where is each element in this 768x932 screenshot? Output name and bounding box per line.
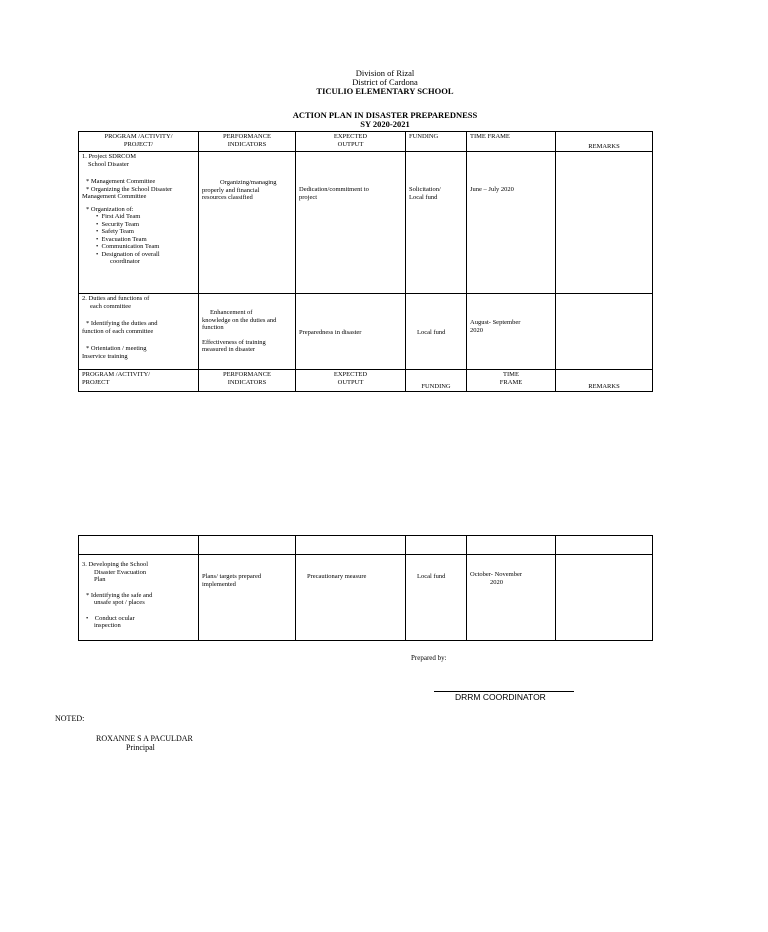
col-header-output: EXPECTED OUTPUT bbox=[296, 132, 406, 152]
table-header-row-repeat: PROGRAM /ACTIVITY/ PROJECT PERFORMANCE INDICATORS EXPECTED OUTPUT FUNDING TIME FRAME REMARKS bbox=[79, 370, 653, 392]
table-row: 2. Duties and functions of each committee * Identifying the duties and function of each committee * Orientation / meeting Inservice training Enhancement of knowledge on the duties and function Effectiveness of training measured in disaster Preparedness in disaster Local fund August- September 2020 bbox=[79, 294, 653, 370]
noted-label: NOTED: bbox=[55, 714, 85, 723]
table-row: 1. Project SDRCOM School Disaster * Management Committee * Organizing the School Disaster Management Committee * Organization of: • First Aid Team • Security Team • Safety Team • Evacuation Team • Communication Team • Designation of overall coordinator Organizing/managing properly and financial resources classified Dedication/commitment to project Solicitation/ Local fund June – July 2020 bbox=[79, 152, 653, 294]
school-name: TICULIO ELEMENTARY SCHOOL bbox=[316, 86, 454, 96]
col-header-timeframe: TIME FRAME bbox=[467, 132, 556, 152]
col-header-remarks: REMARKS bbox=[556, 132, 653, 152]
principal-name: ROXANNE S A PACULDAR bbox=[96, 734, 193, 743]
action-plan-table bbox=[78, 131, 653, 392]
school-year: SY 2020-2021 bbox=[360, 119, 410, 129]
division-line: Division of Rizal bbox=[355, 68, 415, 78]
table-row: 3. Developing the School Disaster Evacuation Plan * Identifying the safe and unsafe spot / places • Conduct ocular inspection Plans/ targets prepared implemented Precautionary measure Local fund October- November 2020 bbox=[79, 555, 653, 641]
plan-title: ACTION PLAN IN DISASTER PREPAREDNESS bbox=[292, 110, 478, 120]
col-header-program: PROGRAM /ACTIVITY/ PROJECT/ bbox=[79, 132, 199, 152]
coordinator-label: DRRM COORDINATOR bbox=[455, 692, 546, 702]
prepared-by-label: Prepared by: bbox=[411, 654, 447, 662]
district-line: District of Cardona bbox=[352, 77, 418, 87]
action-plan-table-continued bbox=[78, 535, 653, 641]
principal-title: Principal bbox=[126, 743, 155, 752]
col-header-funding: FUNDING bbox=[406, 132, 467, 152]
col-header-indicators: PERFORMANCE INDICATORS bbox=[199, 132, 296, 152]
table-header-row bbox=[79, 132, 653, 152]
empty-header-row bbox=[79, 536, 653, 555]
